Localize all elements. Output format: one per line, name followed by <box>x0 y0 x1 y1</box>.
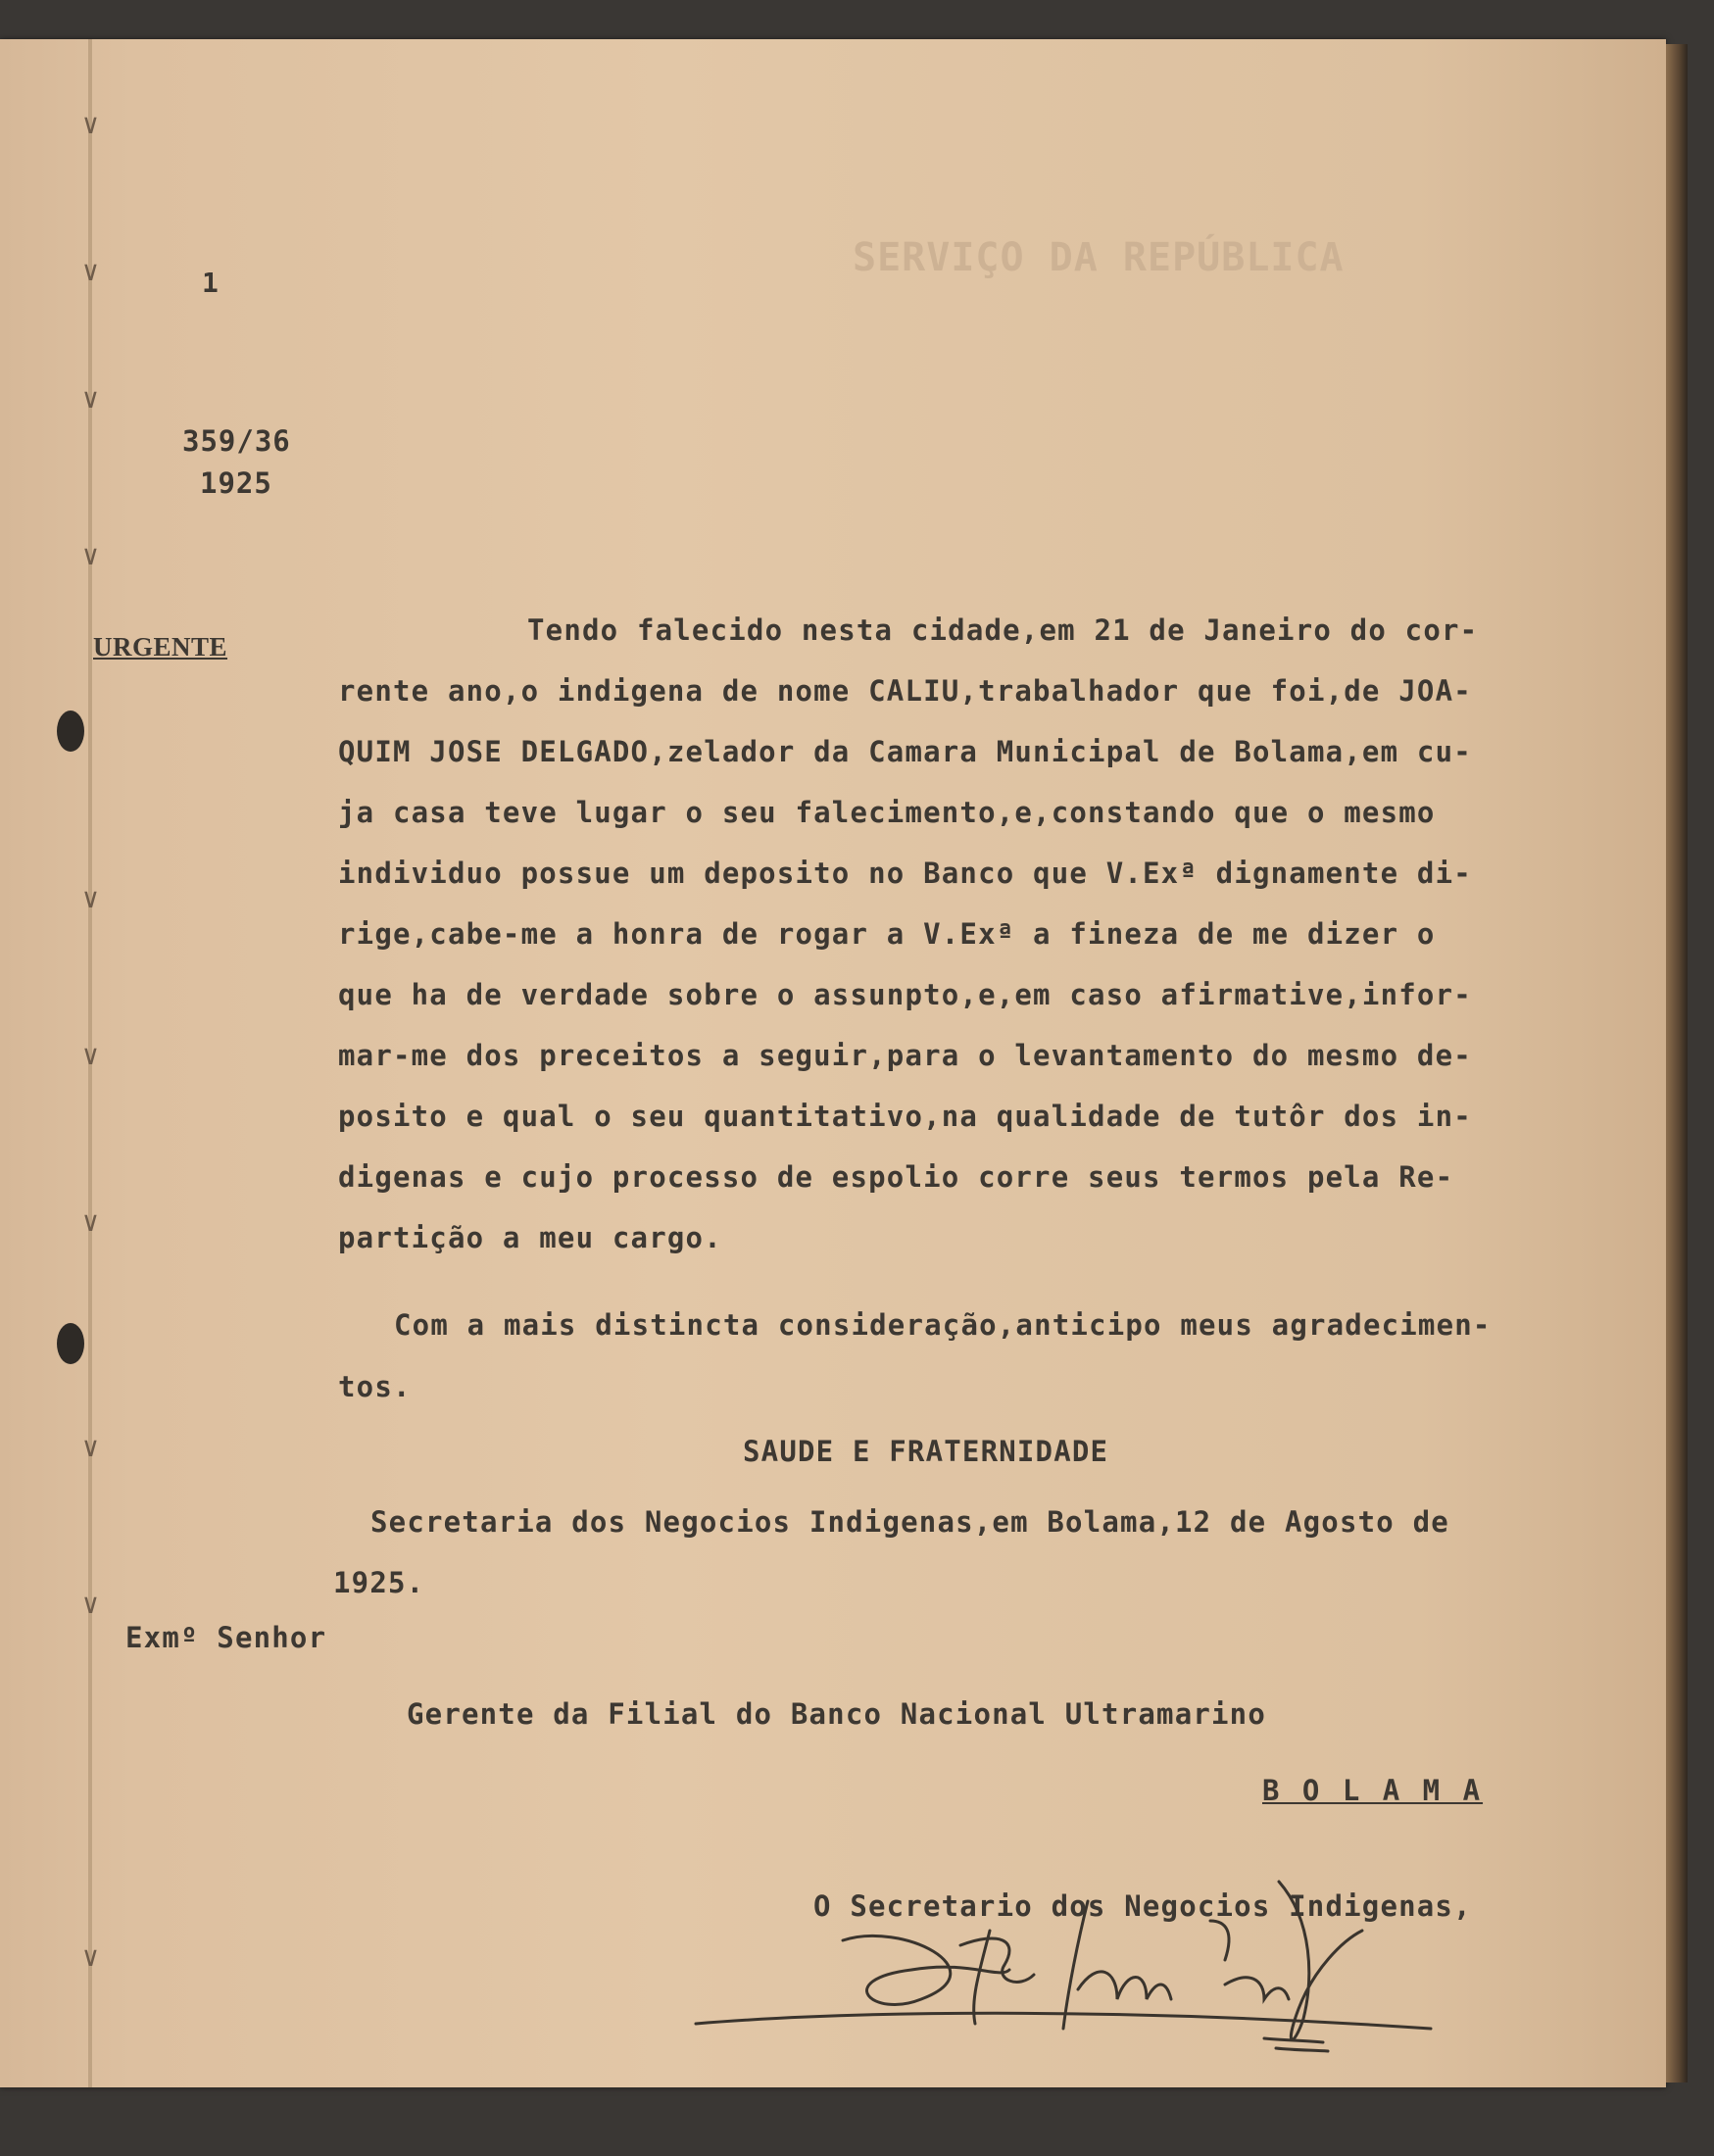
binding-stitch: ∨ <box>82 382 99 415</box>
binding-hole <box>57 710 84 752</box>
body-line: QUIM JOSE DELGADO,zelador da Camara Municipal de Bolama,em cu- <box>338 735 1472 768</box>
body-line: mar-me dos preceitos a seguir,para o levantamento do mesmo de- <box>338 1039 1472 1072</box>
binding-stitch: ∨ <box>82 1205 99 1238</box>
body-line: rente ano,o indigena de nome CALIU,trabalhador que foi,de JOA- <box>338 674 1472 708</box>
binding-hole <box>57 1323 84 1364</box>
reference-number: 359/36 <box>182 424 291 458</box>
place-date-line: Secretaria dos Negocios Indigenas,em Bolama,12 de Agosto de <box>370 1505 1449 1539</box>
page-edge <box>1666 44 1688 2082</box>
binding-stitch: ∨ <box>82 882 99 914</box>
signatory-title: O Secretario dos Negocios Indigenas, <box>813 1889 1472 1923</box>
page-number: 1 <box>202 267 220 299</box>
binding-stitch: ∨ <box>82 108 99 140</box>
addressee: Gerente da Filial do Banco Nacional Ultramarino <box>407 1697 1266 1731</box>
bleed-through-letterhead: SERVIÇO DA REPÚBLICA <box>853 235 1345 280</box>
body-line: individuo possue um deposito no Banco que V.Exª dignamente di- <box>338 857 1472 890</box>
body-line: que ha de verdade sobre o assunpto,e,em caso afirmative,infor- <box>338 978 1472 1011</box>
closing-line: Com a mais distincta consideração,anticipo meus agradecimen- <box>394 1308 1492 1342</box>
place-date-line: 1925. <box>333 1566 425 1599</box>
salutation: SAUDE E FRATERNIDADE <box>743 1435 1109 1468</box>
closing-line: tos. <box>338 1370 412 1403</box>
reference-year: 1925 <box>200 466 272 500</box>
body-line: rige,cabe-me a honra de rogar a V.Exª a fineza de me dizer o <box>338 917 1436 951</box>
handwritten-signature <box>676 1862 1480 2087</box>
body-line: ja casa teve lugar o seu falecimento,e,constando que o mesmo <box>338 796 1436 829</box>
urgent-label: URGENTE <box>93 632 228 662</box>
body-line: Tendo falecido nesta cidade,em 21 de Janeiro do cor- <box>527 613 1479 647</box>
body-line: posito e qual o seu quantitativo,na qualidade de tutôr dos in- <box>338 1100 1472 1133</box>
body-line: partição a meu cargo. <box>338 1221 722 1254</box>
binding-stitch: ∨ <box>82 1039 99 1071</box>
binding-stitch: ∨ <box>82 539 99 571</box>
body-line: digenas e cujo processo de espolio corre seus termos pela Re- <box>338 1160 1454 1194</box>
addressee-prefix: Exmº Senhor <box>125 1621 327 1654</box>
addressee-city: B O L A M A <box>1262 1774 1484 1807</box>
binding-stitch: ∨ <box>82 1588 99 1620</box>
binding-stitch: ∨ <box>82 255 99 287</box>
binding-stitch: ∨ <box>82 1431 99 1463</box>
binding-stitch: ∨ <box>82 1940 99 1973</box>
